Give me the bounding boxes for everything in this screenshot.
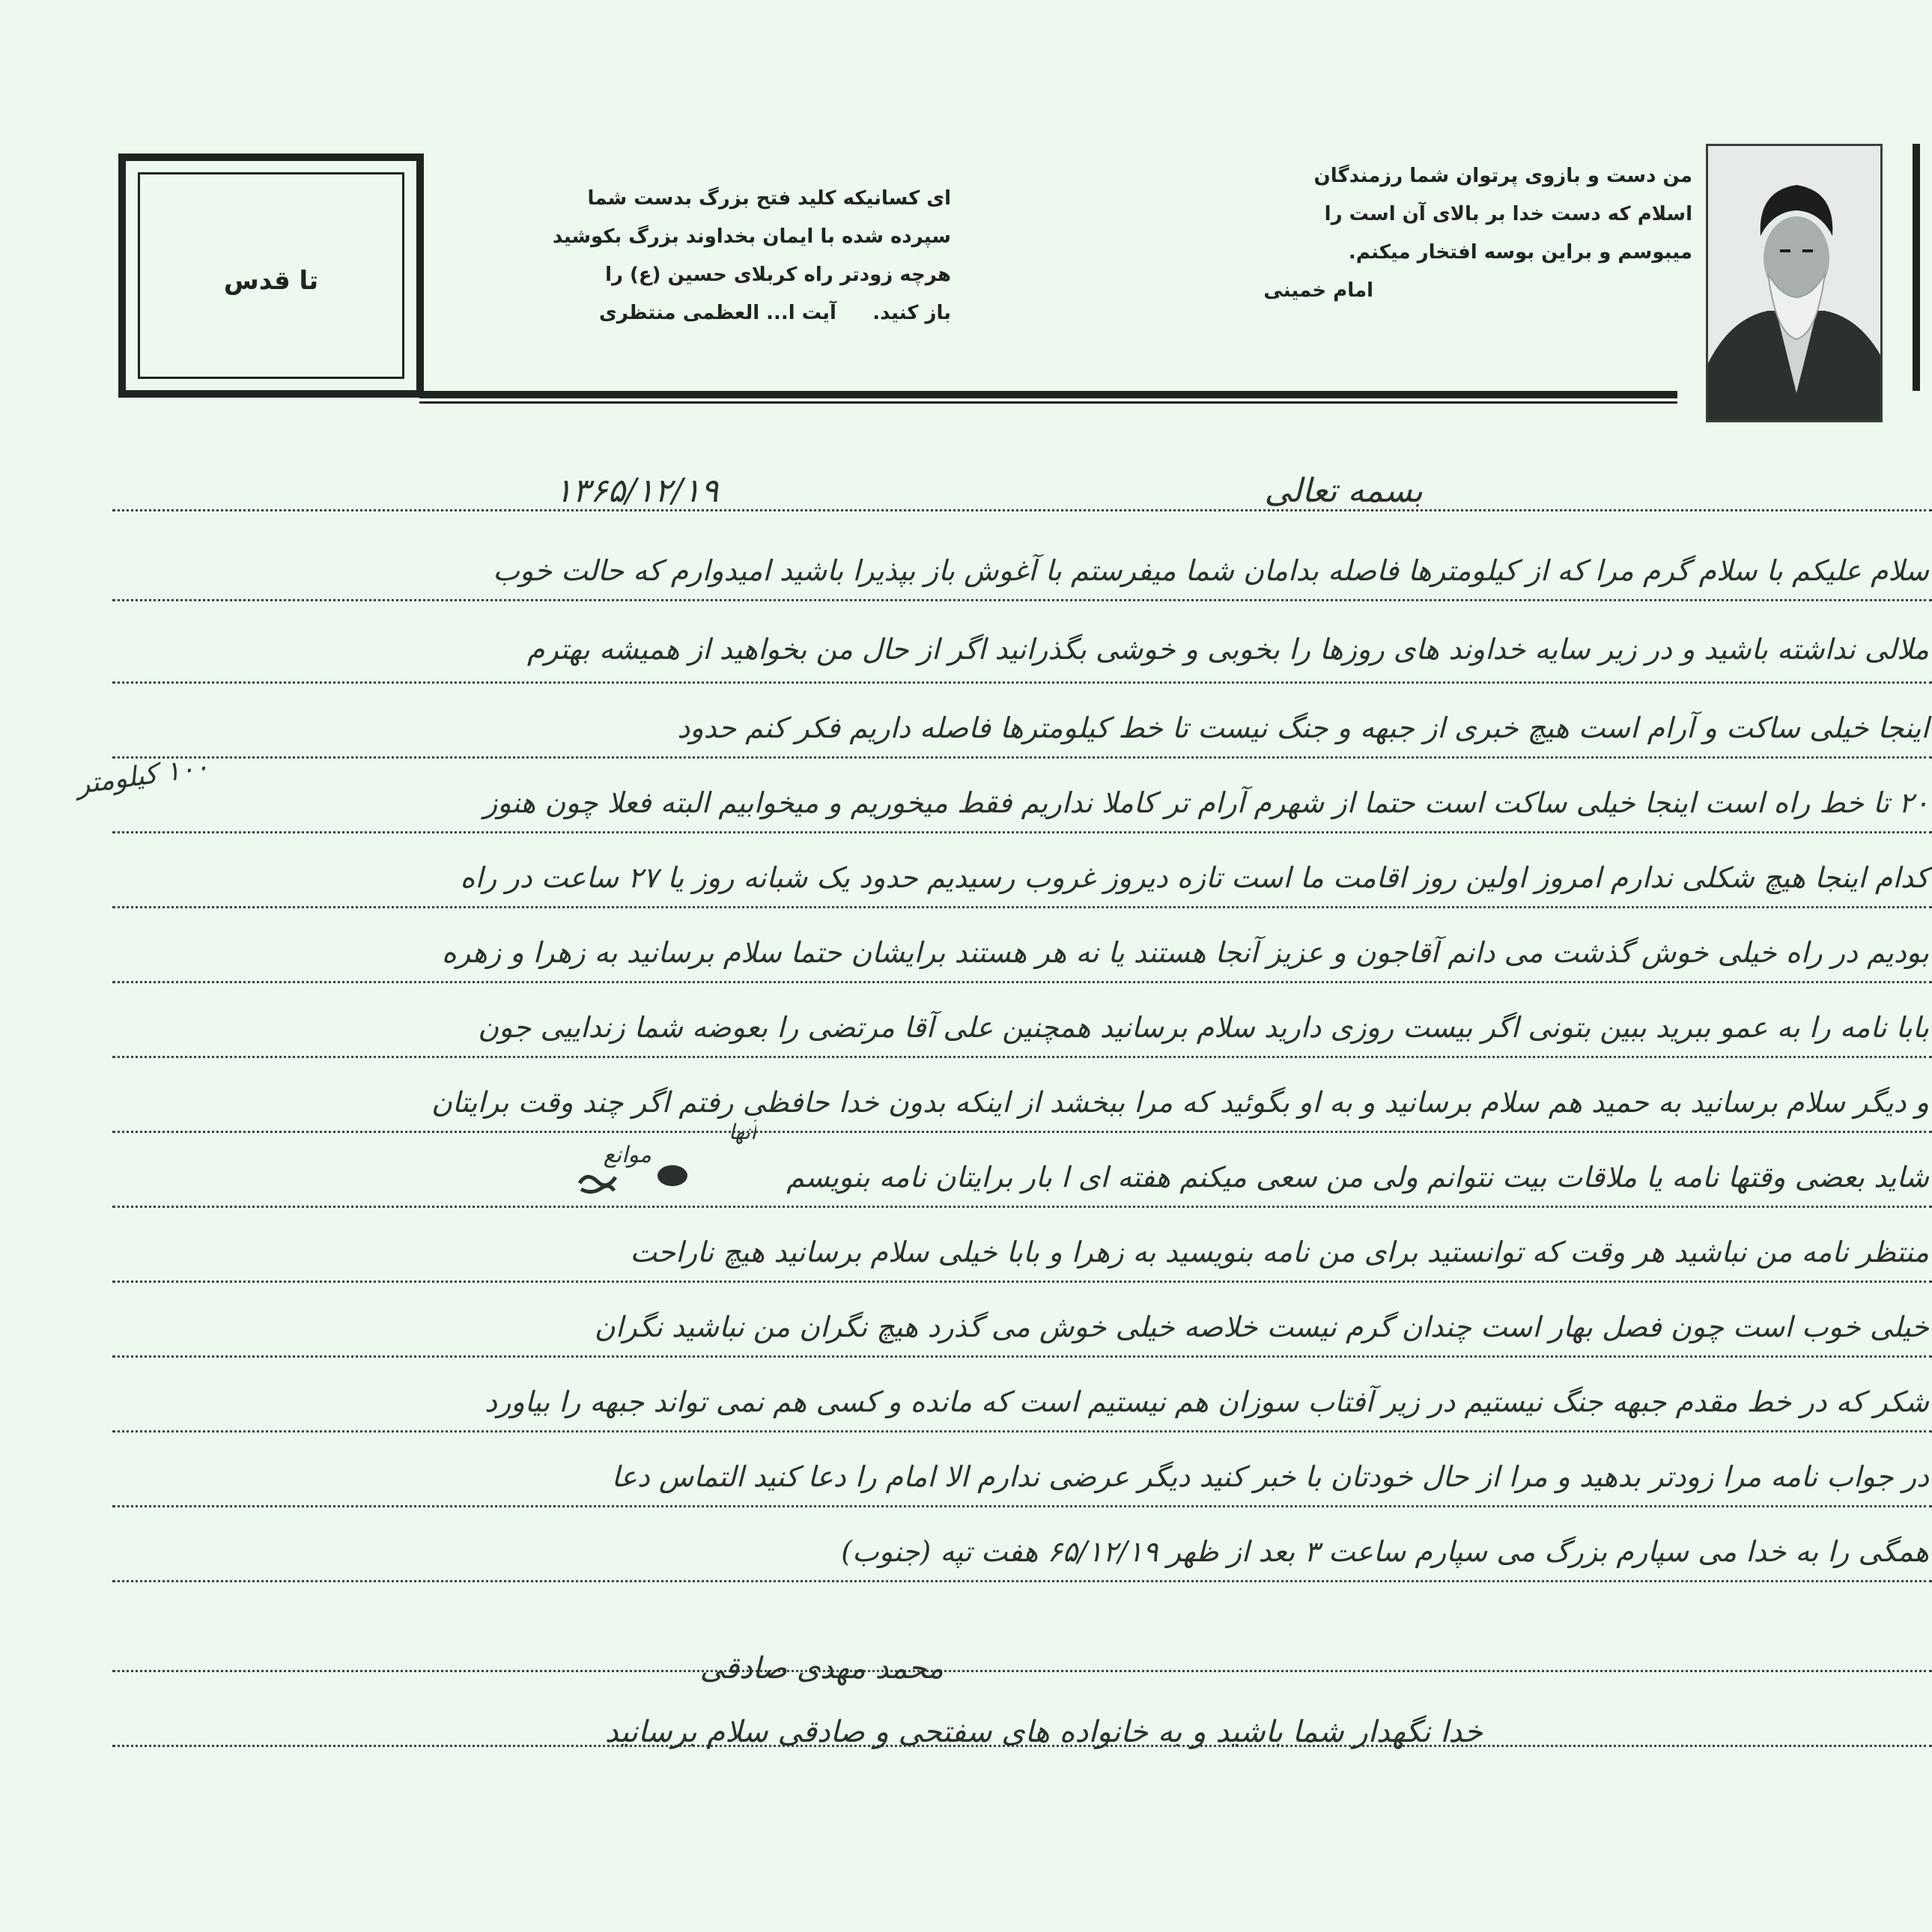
ruled-line (112, 1580, 1932, 1582)
header-rule (419, 391, 1677, 398)
letter-line: در جواب نامه مرا زودتر بدهید و مرا از حال خودتان با خبر کنید دیگر عرضی ندارم الا امام را دعا کنید التماس دعا (611, 1460, 1929, 1493)
ruled-line (112, 681, 1932, 684)
letter-line: کدام اینجا هیچ شکلی ندارم امروز اولین روز اقامت ما است تازه دیروز غروب رسیدیم حدود یک شبانه روز یا ۲۷ ساعت در راه (460, 861, 1929, 894)
ruled-line (112, 509, 1932, 511)
quote-line: سپرده شده با ایمان بخداوند بزرگ بکوشید (552, 225, 951, 248)
letter-line: ملالی نداشته باشید و در زیر سایه خداوند های روزها را بخوبی و خوشی بگذرانید اگر از حال من بخواهید از همیشه بهترم (526, 633, 1929, 666)
letter-line: و دیگر سلام برسانید به حمید هم سلام برسانید و به او بگوئید که مرا ببخشد از اینکه بدون خدا حافظی رفتم اگر چند وقت برایتان (431, 1086, 1929, 1119)
khomeini-quote (1243, 157, 1692, 310)
ruled-line (112, 1131, 1932, 1133)
letter-line: سلام علیکم با سلام گرم مرا که از کیلومترها فاصله بدامان شما میفرستم با آغوش باز بپذیرا باشید امیدوارم که حالت خوب (493, 554, 1929, 587)
letter-date: ۱۳۶۵/۱۲/۱۹ (554, 472, 719, 510)
signature: محمد مهدی صادقی (699, 1651, 944, 1686)
ruled-line (112, 1430, 1932, 1433)
imam-signature: امام خمینی (1263, 279, 1373, 302)
imam-line: اسلام که دست خدا بر بالای آن است را (1324, 203, 1692, 225)
portrait-photo (1706, 144, 1883, 422)
ruled-line (112, 831, 1932, 833)
interlinear-note: موانع (603, 1142, 651, 1168)
ruled-line (112, 1056, 1932, 1058)
quote-author: آیت ا... العظمی منتظری (599, 302, 836, 324)
quote-last-line: باز کنید. (872, 302, 951, 324)
interlinear-note-2: آنها (728, 1120, 756, 1144)
letter-line: شکر که در خط مقدم جبهه جنگ نیستیم در زیر آفتاب سوزان هم نیستیم است که مانده و کسی هم نمی تواند جبهه را بیاورد (484, 1385, 1929, 1418)
ruled-line (112, 756, 1932, 759)
header-rule-thin (419, 401, 1677, 404)
ruled-line (112, 1670, 1932, 1672)
ruled-line (112, 1206, 1932, 1208)
postscript: خدا نگهدار شما باشید و به خانواده های سفتحی و صادقی سلام برسانید (604, 1715, 1483, 1749)
letter-line: شاید بعضی وقتها نامه یا ملاقات بیت نتوانم ولی من سعی میکنم هفته ای ا بار برایتان نامه بنویسم (786, 1161, 1929, 1194)
letter-heading: بسمه تعالی (1264, 472, 1423, 510)
letter-line: اینجا خیلی ساکت و آرام است هیچ خبری از جبهه و جنگ نیست تا خط کیلومترها فاصله داریم فکر کنم حدود (677, 711, 1929, 744)
ruled-line (112, 981, 1932, 983)
letter-line: همگی را به خدا می سپارم بزرگ می سپارم ساعت ۳ بعد از ظهر ۶۵/۱۲/۱۹ هفت تپه (جنوب) (841, 1535, 1929, 1568)
letter-line: خیلی خوب است چون فصل بهار است چندان گرم نیست خلاصه خیلی خوش می گذرد هیچ نگران من نباشید نگران (594, 1310, 1929, 1343)
ruled-line (112, 599, 1932, 601)
ruled-line (112, 906, 1932, 908)
imam-line: من دست و بازوی پرتوان شما رزمندگان (1313, 165, 1692, 187)
tagline: تا قدس (223, 266, 319, 296)
imam-line: میبوسم و براین بوسه افتخار میکنم. (1348, 241, 1692, 264)
montazeri-quote (517, 180, 951, 332)
header-right-edge (1913, 144, 1920, 391)
letter-line: بودیم در راه خیلی خوش گذشت می دانم آقاجون و عزیز آنجا هستند یا نه هر هستند برایشان حتما سلام برسانید به زهرا و زهره (441, 936, 1929, 969)
ruled-line (112, 1281, 1932, 1283)
letter-line: منتظر نامه من نباشید هر وقت که توانستید برای من نامه بنویسید به زهرا و بابا خیلی سلام برسانید هیچ ناراحت (630, 1236, 1929, 1269)
letter-line: ۲۰ تا خط راه است اینجا خیلی ساکت است حتما از شهرم آرام تر کاملا نداریم فقط میخوریم و میخوابیم البته فعلا چون هنوز (483, 786, 1929, 819)
letter-line: بابا نامه را به عمو ببرید ببین بتونی اگر بیست روزی دارید سلام برسانید همچنین علی آقا مرتضی را بعوضه شما زنداییی جون (478, 1011, 1929, 1044)
margin-note: ۱۰۰ کیلومتر (74, 751, 211, 801)
ink-blot-icon (577, 1168, 619, 1198)
quote-signature-line (517, 294, 951, 332)
ruled-line (112, 1505, 1932, 1507)
ink-blot-icon (651, 1161, 693, 1191)
portrait-icon (1708, 146, 1883, 422)
quote-line: ای کسانیکه کلید فتح بزرگ بدست شما (587, 187, 951, 210)
ruled-line (112, 1355, 1932, 1358)
quote-line: هرچه زودتر راه کربلای حسین (ع) را (605, 264, 951, 286)
